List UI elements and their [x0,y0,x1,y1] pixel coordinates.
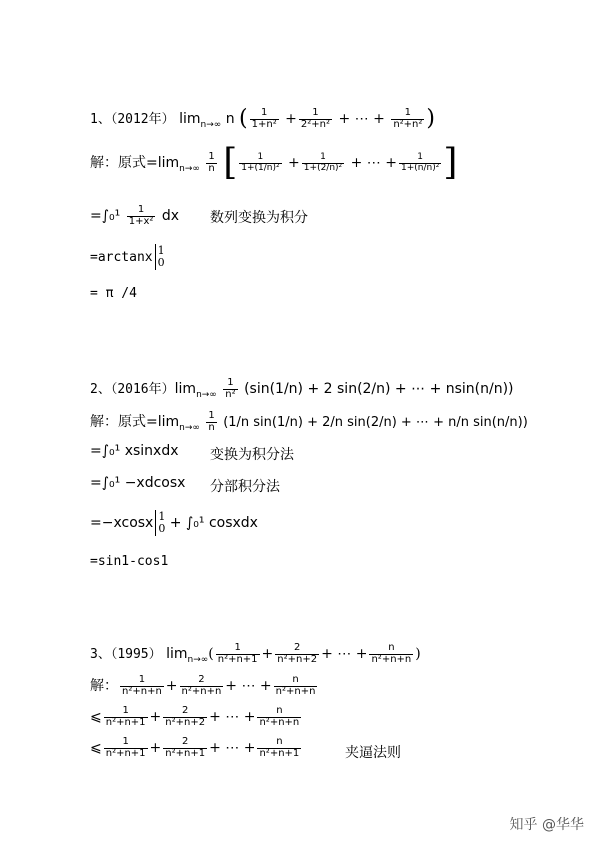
fraction: $\frac{2}{\text{n²+n+1}}$ [165,736,206,759]
fraction: $\frac{n}{\text{n²+n+n}}$ [275,674,316,697]
p2-line3: =∫₀¹ xsinxdx [90,443,179,459]
fraction: $\frac{n}{\text{n²+n+1}}$ [259,736,300,759]
p1-arctan: =arctanx 1 0 [90,243,165,269]
p1-statement: 1、（2012年） $\lim_{n\to\infty} n$ ( $\frac{1}{\text{1+n²}}$ + $\frac{1}{\text{2²+n²}}$ + ⋯ + $\frac{1}{\text{n²+n²}}$ ) [90,106,435,131]
fraction: $\frac{1}{\text{n²+n+1}}$ [105,736,146,759]
p2-note4: 分部积分法 [210,479,280,495]
p3-line3: ⩽ $\frac{1}{\text{n²+n+1}}$ + $\frac{2}{\text{n²+n+1}}$ + ⋯ + $\frac{n}{\text{n²+n+1}}$ [90,736,300,759]
fraction: $\frac{1}{\text{1+(n/n)²}}$ [400,152,440,173]
fraction: $\frac{1}{\text{n²}}$ [225,377,236,400]
lim-sub: n→∞ [179,164,200,174]
fraction: $\frac{1}{\text{1+x²}}$ [128,204,154,227]
fraction: $\frac{n}{\text{n²+n+n}}$ [259,705,300,728]
fraction: $\frac{1}{n}$ [208,151,215,174]
coef-n: n [225,111,235,127]
lim-label: lim [179,111,201,127]
solution-label: 解：原式= [90,155,158,171]
p3-heading: 3、（1995） [90,647,162,662]
p2-l5a: =−xcosx [90,515,154,531]
fraction: $\frac{1}{\text{n²+n+1}}$ [217,642,258,665]
lim-sub: n→∞ [196,390,217,400]
p1-solution: 解：原式$=\lim_{n\to\infty}$ $\frac{1}{n}$ [ $\frac{1}{\text{1+(1/n)²}}$ + $\frac{1}{\text{1+(2/n)²}}$ + ⋯ + $\frac{1}{\text{1+(n/n)²}}$ ] [90,142,458,183]
p3-line2: ⩽ $\frac{1}{\text{n²+n+1}}$ + $\frac{2}{\text{n²+n+2}}$ + ⋯ + $\frac{n}{\text{n²+n+n}}$ [90,705,300,728]
arctan: =arctanx [90,250,153,265]
p3-note: 夹逼法则 [345,745,401,761]
fraction: $\frac{1}{n}$ [208,410,215,433]
p3-line1: 解： $\frac{1}{\text{n²+n+n}}$ + $\frac{2}{\text{n²+n+n}}$ + ⋯ + $\frac{n}{\text{n²+n+n}}$ [90,674,316,697]
solution-label: 解：原式= [90,414,158,430]
ellipsis: + ⋯ + [338,111,385,127]
p2-solution [90,411,528,433]
p2-l5b: + ∫₀¹ cosxdx [169,515,258,531]
fraction: $\frac{2}{\text{n²+n+n}}$ [181,674,222,697]
lim-sub: n→∞ [200,120,222,130]
fraction: $\frac{1}{\text{n²+n²}}$ [393,107,423,130]
fraction: $\frac{1}{\text{1+(2/n)²}}$ [303,152,343,173]
fraction: $\frac{1}{\text{n²+n+n}}$ [122,674,162,697]
p1-integral [90,205,179,227]
p2-line4: =∫₀¹ −xdcosx [90,475,186,491]
p2-line5: =−xcosx 1 0 + ∫₀¹ cosxdx [90,509,258,535]
lim-label: lim [174,381,197,397]
dx: dx [161,208,179,224]
p2-expression: (sin(1/n) + 2 sin(2/n) + ⋯ + nsin(n/n)) [244,381,514,397]
fraction: $\frac{2}{\text{n²+n+2}}$ [277,642,318,665]
p2-result: =sin1-cos1 [90,554,169,569]
watermark: 知乎 @华华 [509,817,584,833]
fraction: $\frac{1}{\text{n²+n+1}}$ [105,705,146,728]
integral-sign: =∫₀¹ [90,208,121,224]
fraction: $\frac{n}{\text{n²+n+n}}$ [371,642,412,665]
p2-expression-2: (1/n sin(1/n) + 2/n sin(2/n) + ⋯ + n/n sin(n/n)) [223,415,528,430]
fraction: $\frac{1}{\text{1+(1/n)²}}$ [241,152,280,173]
p2-note3: 变换为积分法 [210,447,294,463]
lim-label: lim [166,646,188,662]
lim-label: lim [157,414,180,430]
p1-result: = π /4 [90,286,137,301]
p1-note: 数列变换为积分 [210,210,308,226]
lim-sub: n→∞ [179,423,200,433]
solution-label: 解： [90,678,118,694]
fraction: $\frac{2}{\text{n²+n+2}}$ [165,705,206,728]
p2-statement [90,378,514,400]
p3-statement: 3、（1995） $\lim_{n\to\infty}$( $\frac{1}{\text{n²+n+1}}$ + $\frac{2}{\text{n²+n+2}}$ + ⋯ + $\frac{n}{\text{n²+n+n}}$ ) [90,642,421,665]
lim-label: lim [157,155,180,171]
fraction: $\frac{1}{\text{1+n²}}$ [251,107,277,130]
p1-heading: 1、（2012年） [90,112,175,127]
lim-sub: n→∞ [187,655,209,665]
p2-heading: 2、（2016年） [90,382,175,397]
fraction: $\frac{1}{\text{2²+n²}}$ [300,107,331,130]
